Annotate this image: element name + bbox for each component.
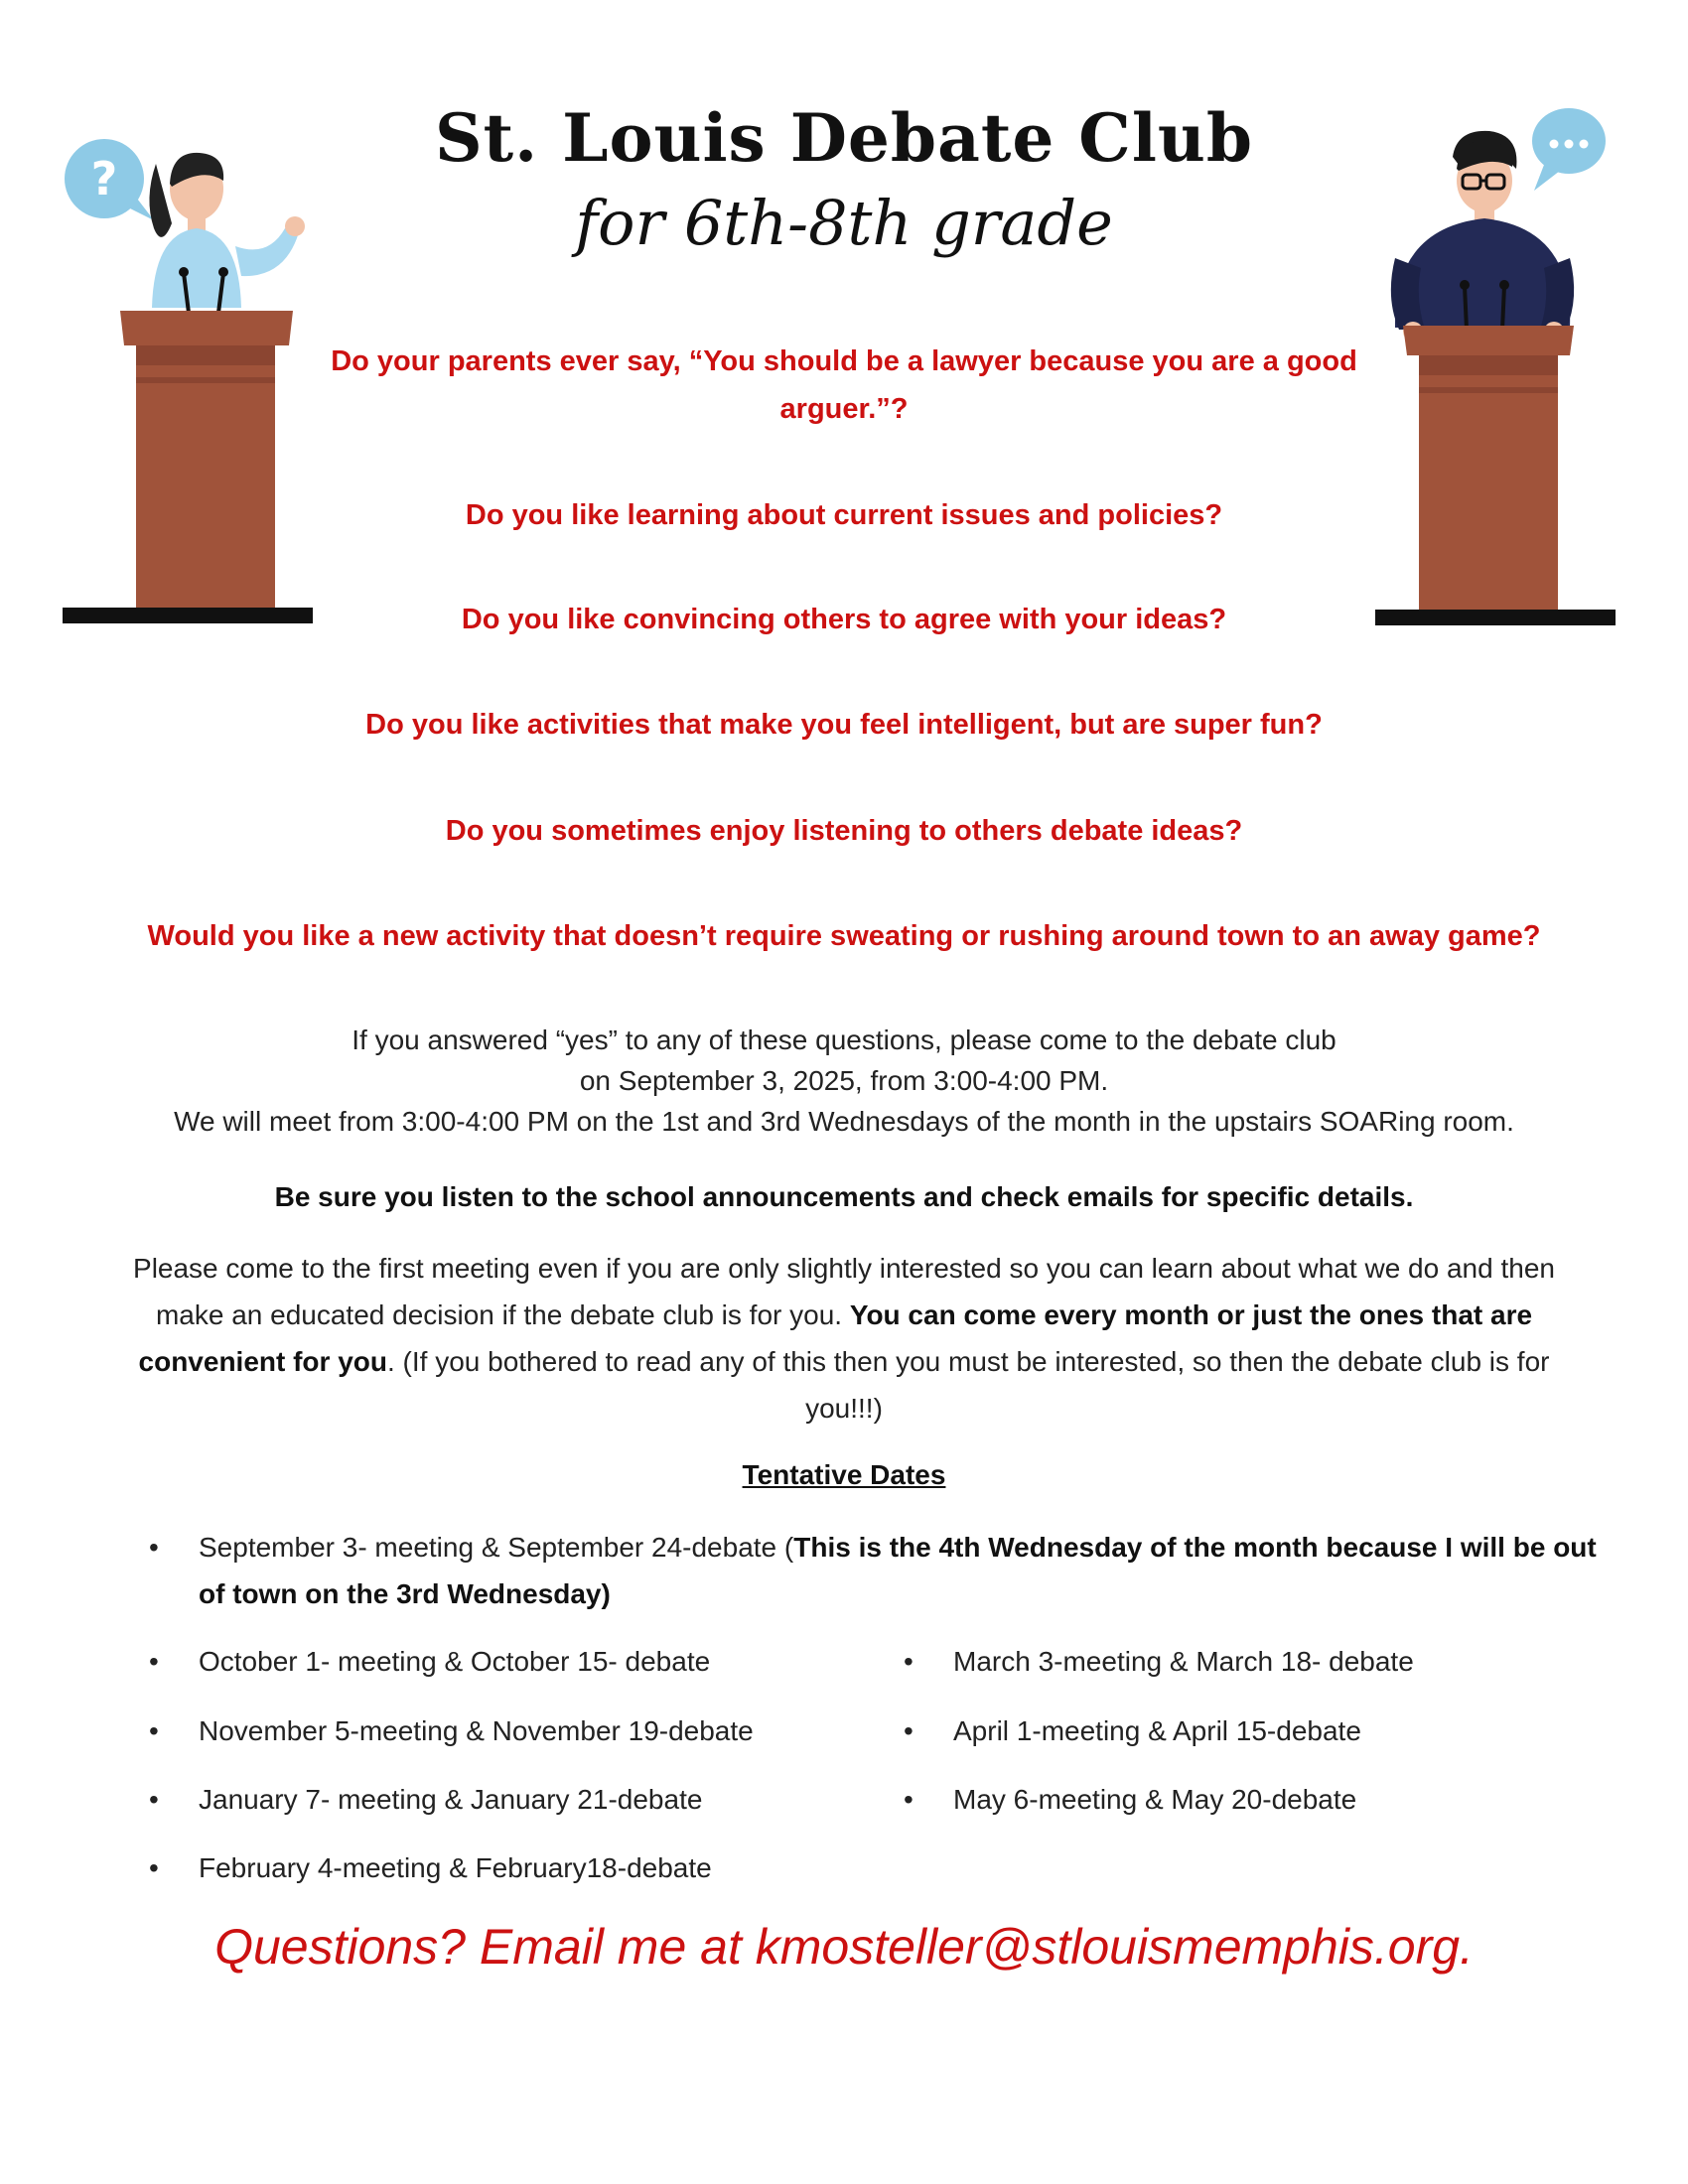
date-item-september-note: This is the 4th Wednesday of the month because I will be out of town on the 3rd Wednesday) bbox=[199, 1532, 1597, 1609]
invite-line-3: We will meet from 3:00-4:00 PM on the 1st and 3rd Wednesdays of the month in the upstairs SOARing room. bbox=[174, 1106, 1514, 1137]
date-item-right-3 bbox=[904, 1776, 1609, 1823]
tentative-dates-heading: Tentative Dates bbox=[742, 1459, 946, 1490]
date-item-left-2-text: November 5-meeting & November 19-debate bbox=[199, 1715, 754, 1746]
info-paragraph bbox=[99, 1245, 1589, 1432]
bullet-icon: • bbox=[904, 1784, 914, 1815]
question-1: Do your parents ever say, “You should be a lawyer because you are a good arguer.”? bbox=[331, 345, 1357, 425]
contact-email-line: Questions? Email me at kmosteller@stlouismemphis.org. bbox=[214, 1919, 1474, 1975]
info-paragraph-part-1: Please come to the first meeting even if you are only slightly interested so you can learn about what we do and then make an educated decision if the debate club is for you. bbox=[133, 1253, 1555, 1330]
bullet-icon: • bbox=[904, 1646, 914, 1677]
date-item-right-2 bbox=[904, 1707, 1609, 1754]
bullet-icon: • bbox=[149, 1532, 159, 1563]
bullet-icon: • bbox=[149, 1646, 159, 1677]
date-item-left-1 bbox=[149, 1638, 874, 1685]
question-4: Do you like activities that make you feel intelligent, but are super fun? bbox=[365, 709, 1323, 741]
date-item-left-4-text: February 4-meeting & February18-debate bbox=[199, 1852, 712, 1883]
date-item-right-3-text: May 6-meeting & May 20-debate bbox=[953, 1784, 1357, 1815]
page-subtitle: for 6th-8th grade bbox=[575, 187, 1113, 259]
page-title: St. Louis Debate Club bbox=[434, 99, 1254, 177]
date-item-left-3 bbox=[149, 1776, 874, 1823]
question-6: Would you like a new activity that doesn’t require sweating or rushing around town to an away game? bbox=[147, 920, 1541, 952]
svg-text:?: ? bbox=[90, 152, 118, 205]
announcement-notice: Be sure you listen to the school announcements and check emails for specific details. bbox=[274, 1181, 1414, 1212]
date-item-september bbox=[149, 1524, 1609, 1617]
date-item-right-1-text: March 3-meeting & March 18- debate bbox=[953, 1646, 1414, 1677]
date-item-left-4 bbox=[149, 1844, 874, 1891]
question-3: Do you like convincing others to agree with your ideas? bbox=[461, 604, 1227, 635]
invite-line-1: If you answered “yes” to any of these questions, please come to the debate club bbox=[352, 1024, 1336, 1055]
podium-right bbox=[1375, 326, 1616, 625]
info-paragraph-part-2: . (If you bothered to read any of this then you must be interested, so then the debate club is for you!!!) bbox=[386, 1346, 1550, 1424]
date-item-right-2-text: April 1-meeting & April 15-debate bbox=[953, 1715, 1361, 1746]
right-speaker-illustration bbox=[1375, 99, 1633, 635]
bullet-icon: • bbox=[149, 1715, 159, 1746]
date-item-left-2 bbox=[149, 1707, 874, 1754]
invite-line-2: on September 3, 2025, from 3:00-4:00 PM. bbox=[579, 1065, 1109, 1096]
bullet-icon: • bbox=[904, 1715, 914, 1746]
date-item-left-3-text: January 7- meeting & January 21-debate bbox=[199, 1784, 703, 1815]
date-item-left-1-text: October 1- meeting & October 15- debate bbox=[199, 1646, 711, 1677]
date-item-right-1 bbox=[904, 1638, 1609, 1685]
question-2: Do you like learning about current issues and policies? bbox=[465, 499, 1223, 531]
podium-left bbox=[63, 311, 313, 623]
question-5: Do you sometimes enjoy listening to others debate ideas? bbox=[445, 815, 1243, 847]
info-paragraph-bold: You can come every month or just the ones that are convenient for you bbox=[138, 1299, 1533, 1377]
bullet-icon: • bbox=[149, 1784, 159, 1815]
date-item-september-text: September 3- meeting & September 24-debate ( bbox=[199, 1532, 794, 1563]
bullet-icon: • bbox=[149, 1852, 159, 1883]
